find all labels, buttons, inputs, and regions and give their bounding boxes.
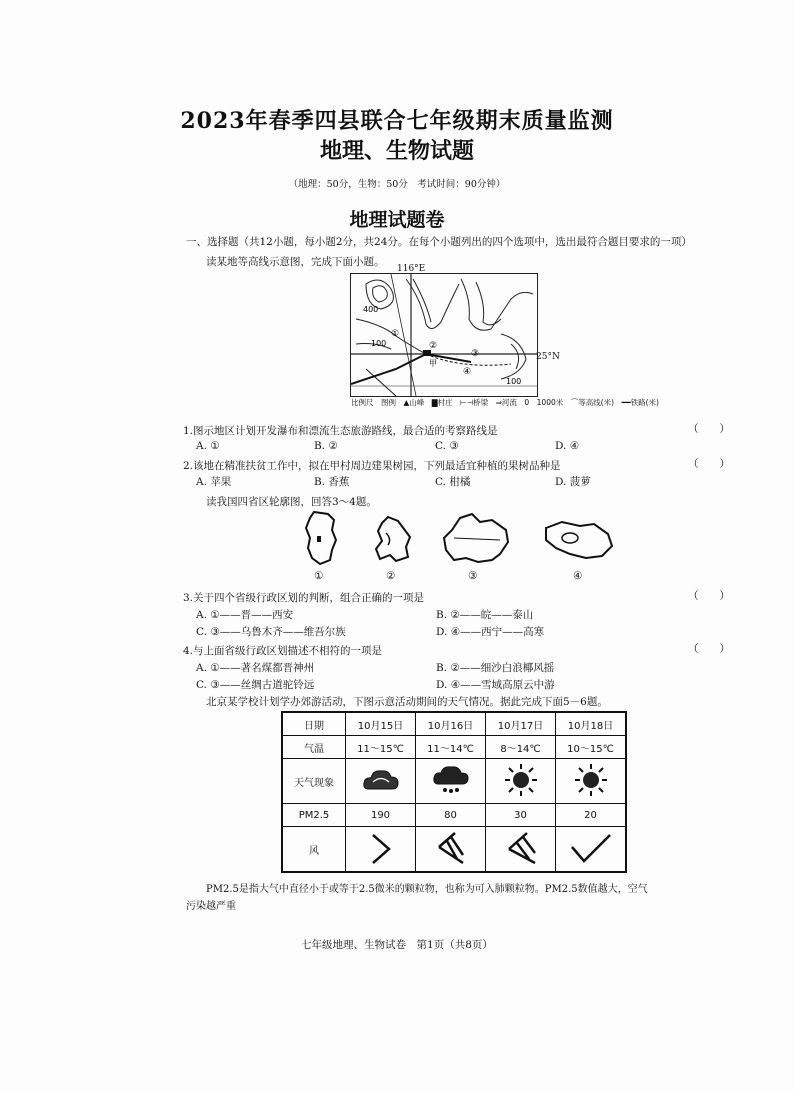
exam-title: 2023年春季四县联合七年级期末质量监测 — [180, 108, 614, 134]
page-footer: 七年级地理、生物试卷 第1页（共8页） — [301, 939, 493, 951]
province-outline-4 — [540, 516, 616, 562]
province-outline-2 — [370, 515, 416, 563]
answer-paren[interactable]: （ ） — [688, 458, 730, 470]
option-a[interactable]: A. ①——著名煤都晋神州 — [196, 662, 315, 674]
sunny-icon — [556, 759, 627, 804]
province-label-3: ③ — [468, 570, 478, 582]
temp-cell: 8～14℃ — [486, 736, 556, 759]
question-stem: 关于四个省级行政区划的判断，组合正确的一项是 — [193, 592, 425, 604]
sunny-icon — [486, 759, 556, 804]
temp-cell: 10～15℃ — [556, 736, 627, 759]
row-label: 风 — [282, 827, 346, 873]
table-row — [282, 804, 626, 827]
cloudy-icon — [346, 759, 416, 804]
province-label-1: ① — [314, 570, 324, 582]
option-c[interactable]: C. 柑橘 — [435, 476, 471, 488]
option-a[interactable]: A. ① — [196, 440, 220, 452]
option-a[interactable]: A. 苹果 — [196, 476, 232, 488]
option-b[interactable]: B. ② — [314, 440, 338, 452]
table-row — [282, 712, 626, 736]
section-instruction: 一、选择题（共12小题，每小题2分，共24分。在每个小题列出的四个选项中，选出最符合题目要求的一项） — [186, 236, 692, 248]
weather-intro: 北京某学校计划学办郊游活动，下图示意活动期间的天气情况。据此完成下面5－6题。 — [206, 696, 608, 708]
date-cell: 10月17日 — [486, 712, 556, 736]
question-number: 2. — [183, 460, 194, 472]
pm-cell: 80 — [416, 804, 486, 827]
option-c[interactable]: C. ③——丝绸古道驼铃远 — [196, 679, 315, 691]
contour-map-graphic — [351, 274, 537, 396]
option-d[interactable]: D. 菠萝 — [555, 476, 591, 488]
check-wind-icon — [556, 827, 627, 873]
row-label: 天气现象 — [282, 759, 346, 804]
row-label: 气温 — [282, 736, 346, 759]
map-legend: 比例尺 图例 ▲山峰 ▇村庄 ⊢⊣桥梁 ⇒河流 0 1000米 ⌒等高线(米) ━━铁路(米) — [351, 398, 659, 407]
option-d[interactable]: D. ④——雪域高原云中游 — [436, 679, 555, 691]
date-cell: 10月16日 — [416, 712, 486, 736]
svg-text:③: ③ — [471, 349, 480, 359]
exam-subtitle: 地理、生物试题 — [319, 138, 474, 164]
wind-two-bar-icon — [486, 827, 556, 873]
pm-cell: 20 — [556, 804, 627, 827]
question-number: 1. — [183, 425, 194, 437]
question-number: 4. — [183, 645, 194, 657]
contour-map — [350, 273, 538, 397]
option-b[interactable]: B. ②——细沙白浪椰风摇 — [436, 662, 555, 674]
question-3 — [183, 590, 424, 605]
answer-paren[interactable]: （ ） — [688, 590, 730, 602]
pm-text-line1: PM2.5是指大气中直径小于或等于2.5微米的颗粒物，也称为可入肺颗粒物。PM2.5数值越大，空气 — [206, 884, 648, 895]
province-outline-1 — [300, 510, 342, 566]
table-row — [282, 736, 626, 759]
question-stem: 图示地区计划开发瀑布和漂流生态旅游路线，最合适的考察路线是 — [193, 425, 498, 437]
option-a[interactable]: A. ①——晋——西安 — [196, 609, 294, 621]
row-label: 日期 — [282, 712, 346, 736]
answer-paren[interactable]: （ ） — [688, 423, 730, 435]
exam-note: （地理：50分，生物：50分 考试时间：90分钟） — [288, 179, 506, 190]
question-1 — [183, 423, 498, 438]
province-intro: 读我国四省区轮廓图，回答3～4题。 — [206, 496, 377, 508]
province-outline-3 — [440, 512, 512, 566]
question-stem: 与上面省级行政区划描述不相符的一项是 — [193, 645, 383, 657]
pm-cell: 190 — [346, 804, 416, 827]
map-longitude-label: 116°E — [397, 264, 426, 274]
temp-cell: 11～15℃ — [346, 736, 416, 759]
province-label-4: ④ — [573, 570, 583, 582]
svg-text:②: ② — [429, 341, 438, 351]
option-d[interactable]: D. ④ — [555, 440, 580, 452]
table-row — [282, 827, 626, 873]
question-stem: 该地在精准扶贫工作中，拟在甲村周边建果树园，下列最适宜种植的果树品种是 — [193, 460, 561, 472]
temp-cell: 11～14℃ — [416, 736, 486, 759]
wind-calm-icon — [346, 827, 416, 873]
question-2 — [183, 458, 561, 473]
pm-cell: 30 — [486, 804, 556, 827]
svg-text:④: ④ — [463, 367, 472, 377]
question-4 — [183, 643, 382, 658]
svg-text:甲: 甲 — [429, 359, 437, 368]
date-cell: 10月18日 — [556, 712, 627, 736]
svg-text:100: 100 — [371, 339, 387, 348]
weather-table — [281, 711, 627, 873]
option-b[interactable]: B. 香蕉 — [314, 476, 350, 488]
option-c[interactable]: C. ③——乌鲁木齐——维吾尔族 — [196, 626, 346, 638]
map-intro: 读某地等高线示意图，完成下面小题。 — [206, 256, 385, 268]
answer-paren[interactable]: （ ） — [688, 643, 730, 655]
option-d[interactable]: D. ④——西宁——高寒 — [436, 626, 545, 638]
option-b[interactable]: B. ②——皖——泰山 — [436, 609, 534, 621]
date-cell: 10月15日 — [346, 712, 416, 736]
pm-text-line2: 污染越严重 — [186, 901, 236, 912]
svg-text:①: ① — [391, 329, 400, 339]
question-number: 3. — [183, 592, 194, 604]
rain-cloud-icon — [416, 759, 486, 804]
province-label-2: ② — [386, 570, 396, 582]
wind-two-bar-icon — [416, 827, 486, 873]
row-label: PM2.5 — [282, 804, 346, 827]
option-c[interactable]: C. ③ — [435, 440, 459, 452]
svg-text:100: 100 — [506, 377, 522, 386]
table-row — [282, 759, 626, 804]
map-latitude-label: 25°N — [536, 352, 560, 362]
section-title: 地理试题卷 — [349, 209, 445, 231]
svg-text:400: 400 — [363, 305, 379, 314]
